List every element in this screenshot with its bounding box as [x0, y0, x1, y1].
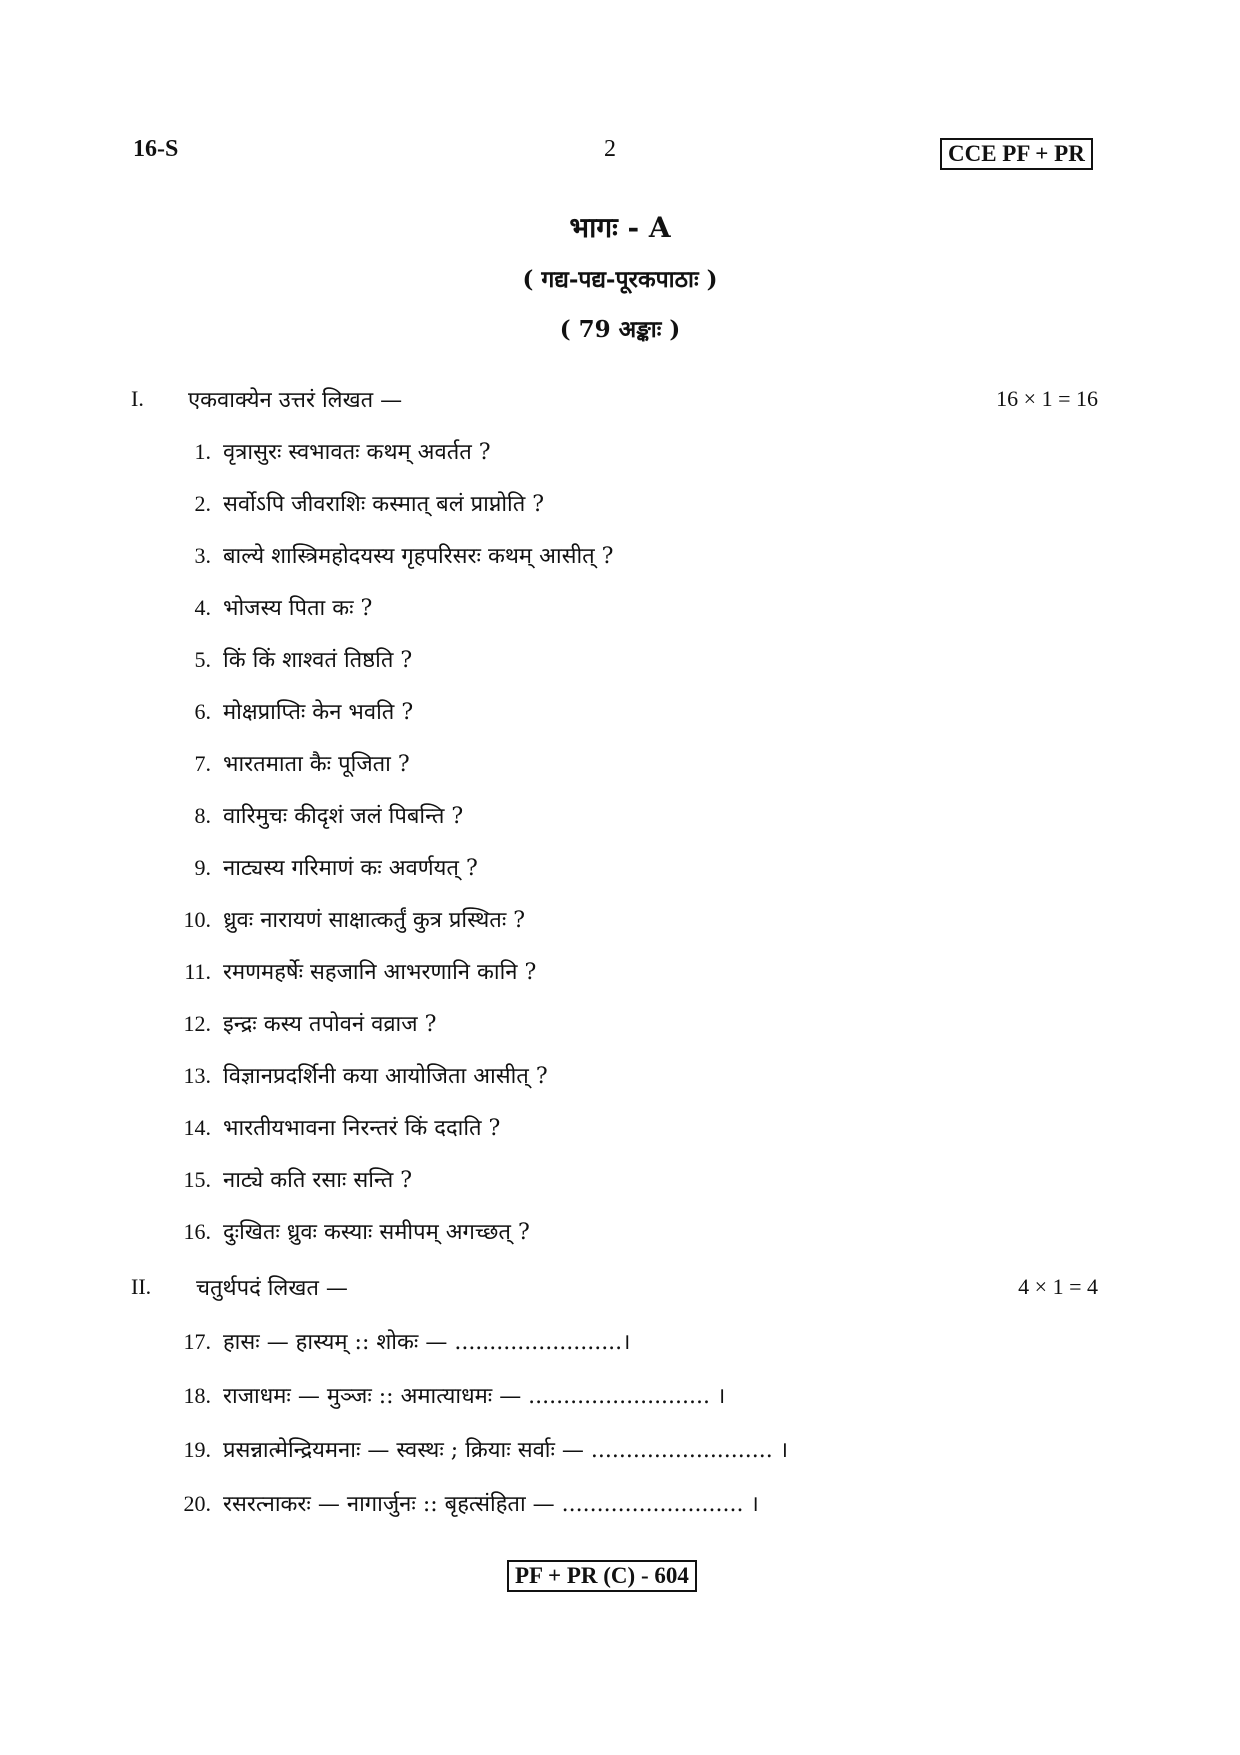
page-number: 2	[604, 136, 616, 162]
question-item	[169, 956, 536, 986]
question-number: 4.	[194, 595, 211, 620]
question-item	[169, 852, 478, 882]
question-text: प्रसन्नात्मेन्द्रियमनाः — स्वस्थः ; क्रियाः सर्वाः — .......................... ।	[223, 1438, 789, 1463]
question-number: 5.	[194, 647, 211, 672]
question-number: 2.	[194, 491, 211, 516]
question-text: बाल्ये शास्त्रिमहोदयस्य गृहपरिसरः कथम् आसीत् ?	[223, 544, 614, 569]
question-text: हासः — हास्यम् :: शोकः — ........................।	[223, 1330, 631, 1355]
question-number: 14.	[183, 1115, 211, 1140]
question-number: 11.	[184, 959, 211, 984]
question-item	[169, 904, 525, 934]
question-number: 9.	[194, 855, 211, 880]
question-item	[169, 436, 491, 466]
footer-code: PF + PR (C) - 604	[507, 1560, 697, 1592]
question-text: दुःखितः ध्रुवः कस्याः समीपम् अगच्छत् ?	[223, 1220, 530, 1245]
question-item	[169, 1326, 631, 1356]
question-number: 10.	[183, 907, 211, 932]
question-text: नाट्यस्य गरिमाणं कः अवर्णयत् ?	[223, 856, 478, 881]
question-item	[169, 1380, 725, 1410]
section-number: I.	[131, 386, 144, 411]
question-item	[169, 1434, 788, 1464]
question-text: ध्रुवः नारायणं साक्षात्कर्तुं कुत्र प्रस्थितः ?	[223, 908, 526, 933]
part-title: भागः - A	[569, 211, 671, 244]
paper-code-left: 16-S	[133, 136, 179, 162]
question-text: सर्वोऽपि जीवराशिः कस्मात् बलं प्राप्नोति ?	[223, 492, 545, 517]
question-item	[169, 800, 463, 830]
question-item	[169, 644, 412, 674]
question-item	[169, 1216, 530, 1246]
part-marks: ( 79 अङ्काः )	[559, 316, 681, 343]
question-text: वृत्रासुरः स्वभावतः कथम् अवर्तत ?	[223, 440, 491, 465]
question-number: 15.	[183, 1167, 211, 1192]
question-item	[169, 696, 413, 726]
question-item	[169, 1488, 759, 1518]
question-number: 12.	[183, 1011, 211, 1036]
question-item	[169, 592, 372, 622]
section-instruction: एकवाक्येन उत्तरं लिखत —	[188, 388, 403, 413]
question-number: 7.	[194, 751, 211, 776]
question-text: भोजस्य पिता कः ?	[223, 596, 373, 621]
question-item	[169, 1008, 436, 1038]
section-number: II.	[131, 1274, 152, 1299]
part-subtitle: ( गद्य-पद्य-पूरकपाठाः )	[522, 266, 718, 293]
question-number: 19.	[183, 1437, 211, 1462]
question-number: 8.	[194, 803, 211, 828]
question-number: 1.	[194, 439, 211, 464]
section-marks: 4 × 1 = 4	[1018, 1274, 1098, 1299]
section-marks: 16 × 1 = 16	[996, 386, 1098, 411]
question-text: मोक्षप्राप्तिः केन भवति ?	[223, 700, 414, 725]
question-number: 17.	[183, 1329, 211, 1354]
question-item	[169, 1112, 500, 1142]
question-text: भारतमाता कैः पूजिता ?	[223, 752, 410, 777]
paper-code-right: CCE PF + PR	[940, 138, 1093, 170]
question-text: नाट्ये कति रसाः सन्ति ?	[223, 1168, 413, 1193]
question-text: वारिमुचः कीदृशं जलं पिबन्ति ?	[223, 804, 464, 829]
question-text: रसरत्नाकरः — नागार्जुनः :: बृहत्संहिता — .......................... ।	[223, 1492, 759, 1517]
question-text: रमणमहर्षेः सहजानि आभरणानि कानि ?	[223, 960, 537, 985]
question-text: राजाधमः — मुञ्जः :: अमात्याधमः — .......................... ।	[223, 1384, 726, 1409]
question-text: भारतीयभावना निरन्तरं किं ददाति ?	[223, 1116, 501, 1141]
question-number: 18.	[183, 1383, 211, 1408]
question-number: 3.	[194, 543, 211, 568]
question-number: 20.	[183, 1491, 211, 1516]
question-number: 13.	[183, 1063, 211, 1088]
question-text: विज्ञानप्रदर्शिनी कया आयोजिता आसीत् ?	[223, 1064, 548, 1089]
question-text: इन्द्रः कस्य तपोवनं वव्राज ?	[223, 1012, 437, 1037]
question-number: 16.	[183, 1219, 211, 1244]
question-item	[169, 1060, 548, 1090]
question-text: किं किं शाश्वतं तिष्ठति ?	[223, 648, 413, 673]
section-instruction: चतुर्थपदं लिखत —	[196, 1276, 348, 1301]
question-item	[169, 748, 410, 778]
question-item	[169, 540, 613, 570]
question-item	[169, 488, 544, 518]
question-item	[169, 1164, 412, 1194]
question-number: 6.	[194, 699, 211, 724]
